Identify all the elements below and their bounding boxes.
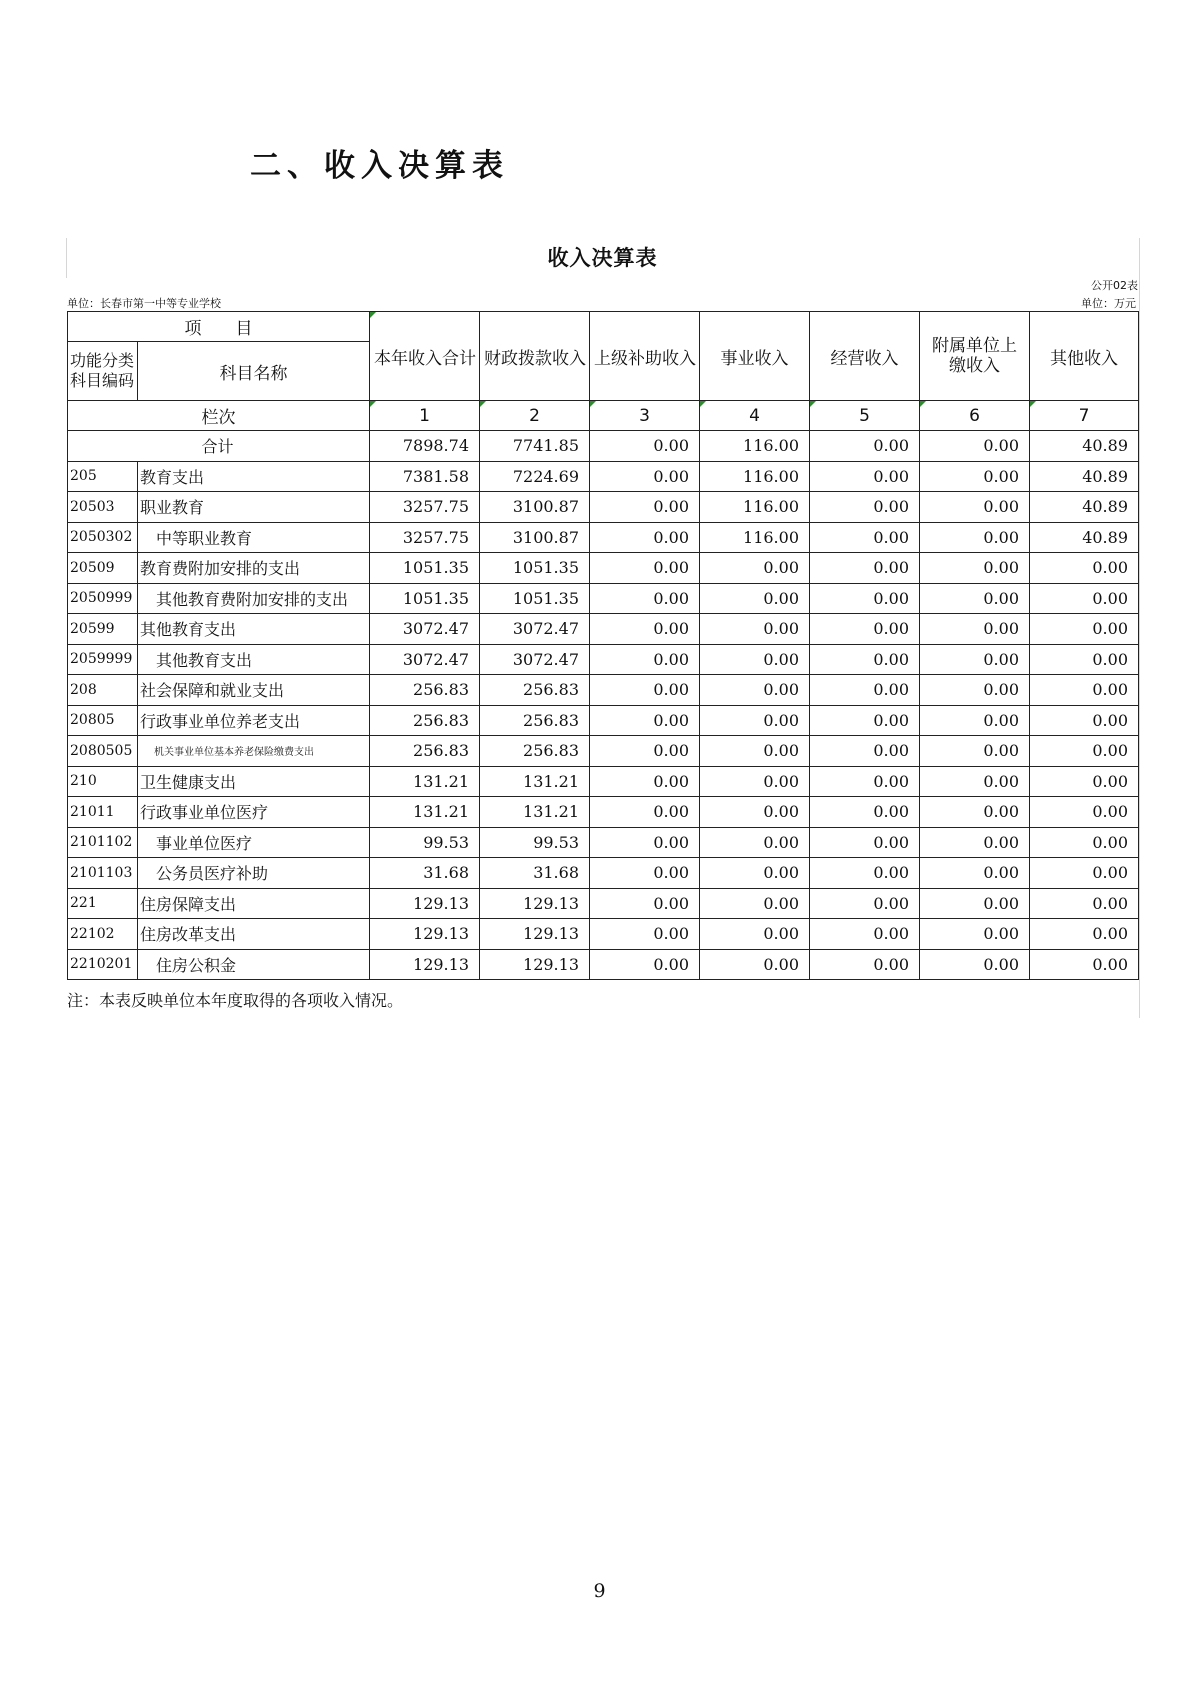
table-row	[68, 766, 1139, 797]
row-cell: 0.00	[810, 492, 920, 523]
column-header: 上级补助收入	[590, 312, 700, 401]
row-cell: 0.00	[700, 736, 810, 767]
row-cell: 0.00	[700, 827, 810, 858]
frame-line	[66, 238, 67, 278]
row-cell: 0.00	[920, 705, 1030, 736]
form-code: 公开02表	[1091, 279, 1138, 292]
row-name: 其他教育费附加安排的支出	[138, 583, 370, 614]
row-name: 卫生健康支出	[138, 766, 370, 797]
row-cell: 0.00	[590, 522, 700, 553]
row-name: 社会保障和就业支出	[138, 675, 370, 706]
row-cell: 0.00	[810, 949, 920, 980]
row-cell: 31.68	[370, 858, 480, 889]
total-cell: 40.89	[1030, 431, 1139, 462]
row-cell: 1051.35	[370, 583, 480, 614]
row-name: 机关事业单位基本养老保险缴费支出	[138, 736, 370, 767]
row-cell: 129.13	[480, 919, 590, 950]
row-cell: 116.00	[700, 522, 810, 553]
row-cell: 0.00	[590, 583, 700, 614]
row-name: 行政事业单位养老支出	[138, 705, 370, 736]
row-cell: 0.00	[590, 705, 700, 736]
row-cell: 0.00	[810, 675, 920, 706]
row-name: 教育支出	[138, 461, 370, 492]
row-code: 20599	[68, 614, 138, 645]
row-cell: 0.00	[1030, 858, 1139, 889]
column-number: 7	[1030, 401, 1139, 431]
row-cell: 40.89	[1030, 522, 1139, 553]
row-cell: 0.00	[810, 461, 920, 492]
table-row	[68, 797, 1139, 828]
row-cell: 0.00	[700, 797, 810, 828]
row-cell: 0.00	[700, 675, 810, 706]
row-cell: 0.00	[920, 583, 1030, 614]
column-header: 其他收入	[1030, 312, 1139, 401]
column-header: 本年收入合计	[370, 312, 480, 401]
total-row	[68, 431, 1139, 462]
table-row	[68, 888, 1139, 919]
row-name: 教育费附加安排的支出	[138, 553, 370, 584]
row-cell: 0.00	[920, 919, 1030, 950]
row-cell: 0.00	[700, 614, 810, 645]
row-cell: 0.00	[920, 614, 1030, 645]
row-name: 行政事业单位医疗	[138, 797, 370, 828]
table-row	[68, 675, 1139, 706]
row-code: 2050999	[68, 583, 138, 614]
row-cell: 116.00	[700, 461, 810, 492]
row-cell: 256.83	[370, 736, 480, 767]
row-name: 住房改革支出	[138, 919, 370, 950]
table-row	[68, 583, 1139, 614]
row-cell: 0.00	[1030, 949, 1139, 980]
row-cell: 256.83	[370, 705, 480, 736]
row-cell: 0.00	[590, 675, 700, 706]
row-code: 208	[68, 675, 138, 706]
row-code: 210	[68, 766, 138, 797]
table-note: 注：本表反映单位本年度取得的各项收入情况。	[67, 991, 404, 1010]
row-cell: 0.00	[590, 644, 700, 675]
row-cell: 0.00	[700, 644, 810, 675]
income-statement-document	[67, 238, 1138, 1011]
table-row	[68, 614, 1139, 645]
row-code: 2050302	[68, 522, 138, 553]
row-code: 2080505	[68, 736, 138, 767]
row-name: 住房公积金	[138, 949, 370, 980]
meta-row	[67, 294, 1138, 311]
total-cell: 7898.74	[370, 431, 480, 462]
row-cell: 0.00	[700, 949, 810, 980]
row-cell: 129.13	[480, 888, 590, 919]
section-title: 二、收入决算表	[250, 148, 509, 184]
row-cell: 3100.87	[480, 492, 590, 523]
column-number: 3	[590, 401, 700, 431]
row-cell: 0.00	[810, 858, 920, 889]
row-cell: 0.00	[810, 553, 920, 584]
row-code: 20509	[68, 553, 138, 584]
column-header: 事业收入	[700, 312, 810, 401]
row-cell: 0.00	[590, 461, 700, 492]
header-item: 项 目	[68, 312, 370, 342]
row-cell: 0.00	[1030, 553, 1139, 584]
row-cell: 0.00	[590, 736, 700, 767]
total-label: 合计	[68, 431, 370, 462]
row-cell: 256.83	[480, 736, 590, 767]
row-cell: 3072.47	[370, 614, 480, 645]
row-cell: 1051.35	[370, 553, 480, 584]
row-cell: 129.13	[480, 949, 590, 980]
row-cell: 129.13	[370, 888, 480, 919]
column-number: 4	[700, 401, 810, 431]
row-cell: 0.00	[920, 461, 1030, 492]
row-cell: 256.83	[480, 705, 590, 736]
table-row	[68, 919, 1139, 950]
row-cell: 0.00	[920, 553, 1030, 584]
total-cell: 0.00	[920, 431, 1030, 462]
table-title: 收入决算表	[547, 246, 658, 270]
frame-line	[1139, 238, 1140, 1018]
row-cell: 131.21	[370, 766, 480, 797]
income-table	[67, 311, 1139, 980]
row-cell: 3072.47	[480, 644, 590, 675]
row-cell: 7381.58	[370, 461, 480, 492]
row-cell: 0.00	[810, 766, 920, 797]
row-cell: 1051.35	[480, 553, 590, 584]
row-code: 205	[68, 461, 138, 492]
row-cell: 129.13	[370, 949, 480, 980]
row-code: 2101103	[68, 858, 138, 889]
column-number: 1	[370, 401, 480, 431]
row-cell: 0.00	[920, 644, 1030, 675]
row-cell: 40.89	[1030, 492, 1139, 523]
row-code: 2210201	[68, 949, 138, 980]
row-cell: 0.00	[590, 919, 700, 950]
table-row	[68, 827, 1139, 858]
row-cell: 0.00	[920, 888, 1030, 919]
row-code: 2059999	[68, 644, 138, 675]
row-cell: 0.00	[920, 522, 1030, 553]
row-cell: 3257.75	[370, 522, 480, 553]
total-cell: 7741.85	[480, 431, 590, 462]
row-cell: 0.00	[1030, 797, 1139, 828]
row-cell: 0.00	[810, 522, 920, 553]
row-cell: 0.00	[1030, 919, 1139, 950]
row-cell: 0.00	[920, 675, 1030, 706]
column-header: 经营收入	[810, 312, 920, 401]
row-code: 20805	[68, 705, 138, 736]
row-name: 中等职业教育	[138, 522, 370, 553]
row-cell: 0.00	[810, 583, 920, 614]
row-cell: 3072.47	[480, 614, 590, 645]
row-cell: 0.00	[700, 888, 810, 919]
column-number: 5	[810, 401, 920, 431]
row-cell: 0.00	[810, 888, 920, 919]
row-code: 20503	[68, 492, 138, 523]
row-cell: 99.53	[480, 827, 590, 858]
row-cell: 0.00	[590, 766, 700, 797]
total-cell: 0.00	[810, 431, 920, 462]
row-name: 其他教育支出	[138, 644, 370, 675]
row-cell: 0.00	[1030, 583, 1139, 614]
total-cell: 116.00	[700, 431, 810, 462]
row-cell: 0.00	[810, 919, 920, 950]
row-cell: 7224.69	[480, 461, 590, 492]
row-cell: 0.00	[590, 949, 700, 980]
row-name: 住房保障支出	[138, 888, 370, 919]
table-row	[68, 492, 1139, 523]
row-cell: 31.68	[480, 858, 590, 889]
row-name: 职业教育	[138, 492, 370, 523]
row-cell: 0.00	[700, 766, 810, 797]
header-name: 科目名称	[138, 342, 370, 401]
row-cell: 0.00	[920, 797, 1030, 828]
row-cell: 0.00	[1030, 736, 1139, 767]
row-cell: 0.00	[1030, 766, 1139, 797]
table-row	[68, 553, 1139, 584]
table-row	[68, 858, 1139, 889]
row-cell: 0.00	[700, 858, 810, 889]
row-code: 2101102	[68, 827, 138, 858]
row-cell: 1051.35	[480, 583, 590, 614]
row-cell: 0.00	[1030, 705, 1139, 736]
row-cell: 131.21	[480, 766, 590, 797]
row-cell: 0.00	[920, 492, 1030, 523]
row-label: 栏次	[68, 401, 370, 431]
row-cell: 0.00	[920, 766, 1030, 797]
row-cell: 0.00	[1030, 888, 1139, 919]
header-code: 功能分类科目编码	[68, 342, 138, 401]
row-cell: 116.00	[700, 492, 810, 523]
row-name: 公务员医疗补助	[138, 858, 370, 889]
row-cell: 0.00	[1030, 675, 1139, 706]
row-cell: 0.00	[700, 705, 810, 736]
row-cell: 0.00	[810, 797, 920, 828]
row-cell: 0.00	[920, 827, 1030, 858]
row-cell: 0.00	[810, 705, 920, 736]
row-cell: 0.00	[1030, 644, 1139, 675]
row-cell: 0.00	[700, 583, 810, 614]
row-cell: 0.00	[920, 858, 1030, 889]
row-cell: 0.00	[920, 949, 1030, 980]
table-row	[68, 949, 1139, 980]
row-cell: 129.13	[370, 919, 480, 950]
row-cell: 0.00	[810, 736, 920, 767]
row-cell: 0.00	[810, 827, 920, 858]
row-cell: 0.00	[590, 827, 700, 858]
column-number: 6	[920, 401, 1030, 431]
table-row	[68, 644, 1139, 675]
row-cell: 0.00	[590, 492, 700, 523]
row-cell: 131.21	[480, 797, 590, 828]
row-cell: 3257.75	[370, 492, 480, 523]
row-cell: 256.83	[480, 675, 590, 706]
row-name: 事业单位医疗	[138, 827, 370, 858]
unit-right: 单位：万元	[1081, 297, 1136, 310]
column-header: 附属单位上缴收入	[920, 312, 1030, 401]
table-row	[68, 522, 1139, 553]
row-cell: 0.00	[590, 797, 700, 828]
row-cell: 99.53	[370, 827, 480, 858]
row-cell: 0.00	[1030, 827, 1139, 858]
row-cell: 0.00	[590, 614, 700, 645]
row-cell: 0.00	[700, 553, 810, 584]
row-cell: 0.00	[810, 644, 920, 675]
row-code: 21011	[68, 797, 138, 828]
page-number: 9	[593, 1580, 606, 1602]
row-cell: 3100.87	[480, 522, 590, 553]
row-cell: 0.00	[1030, 614, 1139, 645]
unit-left: 单位：长春市第一中等专业学校	[67, 297, 221, 310]
table-row	[68, 461, 1139, 492]
row-cell: 0.00	[590, 553, 700, 584]
row-cell: 0.00	[920, 736, 1030, 767]
row-cell: 131.21	[370, 797, 480, 828]
row-cell: 0.00	[590, 858, 700, 889]
table-row	[68, 705, 1139, 736]
row-code: 221	[68, 888, 138, 919]
row-cell: 0.00	[810, 614, 920, 645]
column-number: 2	[480, 401, 590, 431]
column-header: 财政拨款收入	[480, 312, 590, 401]
row-cell: 0.00	[700, 919, 810, 950]
total-cell: 0.00	[590, 431, 700, 462]
row-name: 其他教育支出	[138, 614, 370, 645]
row-cell: 0.00	[590, 888, 700, 919]
row-cell: 256.83	[370, 675, 480, 706]
row-cell: 40.89	[1030, 461, 1139, 492]
row-cell: 3072.47	[370, 644, 480, 675]
table-row	[68, 736, 1139, 767]
row-code: 22102	[68, 919, 138, 950]
